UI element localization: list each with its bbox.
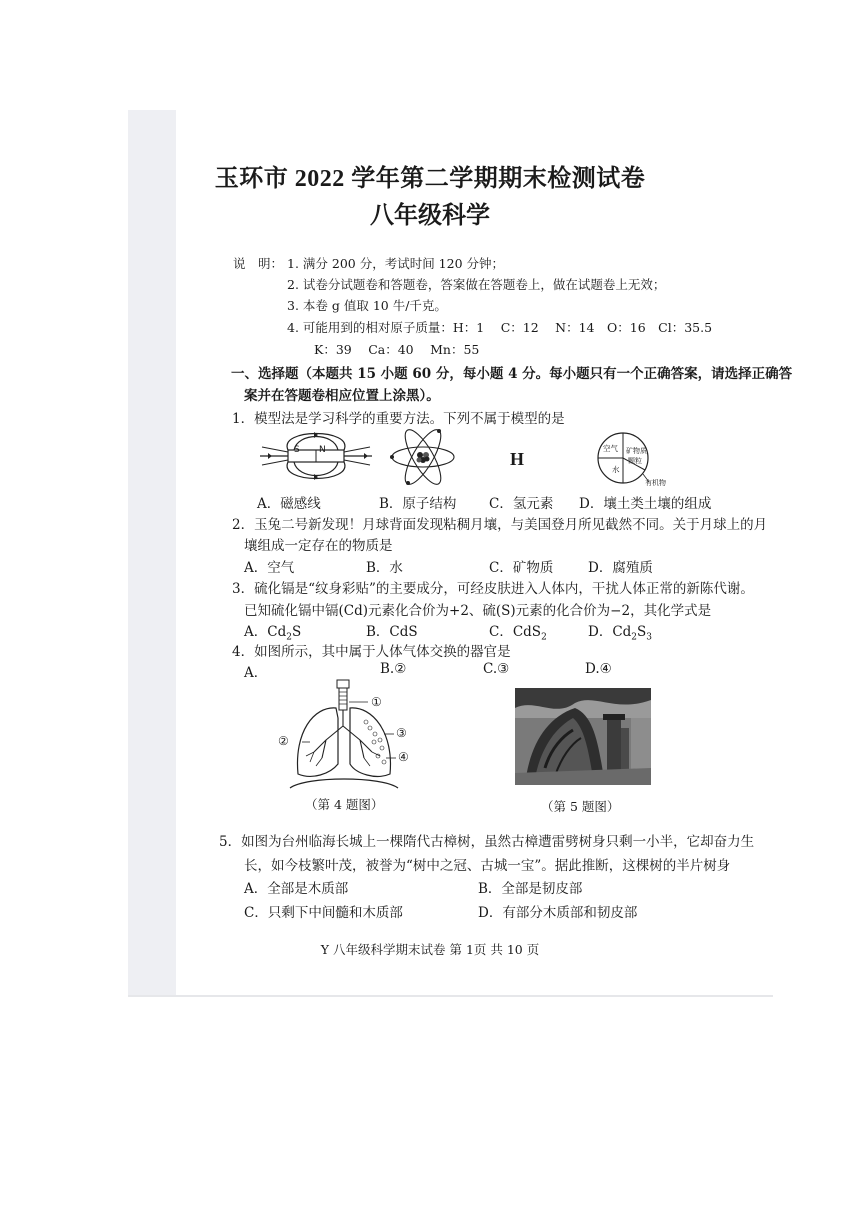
- exam-subtitle: 八年级科学: [370, 203, 490, 229]
- q5-option-d: D．有部分木质部和韧皮部: [478, 905, 638, 921]
- note-item-1: 1. 满分 200 分，考试时间 120 分钟；: [287, 256, 505, 271]
- marker-3: ③: [396, 726, 407, 740]
- q3-option-d: D．$Cd_2S_3$: [588, 624, 653, 643]
- exam-title: 玉环市 2022 学年第二学期期末检测试卷: [214, 166, 646, 192]
- q2-option-c: C．矿物质: [489, 560, 554, 576]
- magnet-s-label: S: [294, 445, 300, 455]
- pie-label-organic: 有机物: [645, 479, 666, 487]
- q4-option-d: D.④: [585, 661, 612, 677]
- pie-label-air: 空气: [603, 444, 618, 453]
- q2-option-b: B．水: [366, 560, 403, 576]
- scan-page-edge: [128, 995, 773, 997]
- q5-option-c: C．只剩下中间髓和木质部: [244, 905, 403, 921]
- atom-structure-figure: [388, 428, 458, 486]
- q1-option-c: C．氢元素: [489, 496, 554, 512]
- q1-option-a: A．磁感线: [257, 496, 321, 512]
- magnet-n-label: N: [319, 445, 326, 455]
- ancient-camphor-tree-photo: [515, 688, 651, 785]
- q2-stem-line1: 2．玉兔二号新发现！月球背面发现粘稠月壤，与美国登月所见截然不同。关于月球上的月: [232, 517, 768, 533]
- marker-1: ①: [371, 695, 382, 709]
- q5-stem-line2: 长，如今枝繁叶茂，被誉为“树中之冠、古城一宝”。据此推断，这棵树的半片树身: [244, 858, 731, 874]
- section-heading-line1: 一、选择题（本题共 15 小题 60 分，每小题 4 分。每小题只有一个正确答案，请选择正确答: [231, 366, 793, 382]
- q2-stem-line2: 壤组成一定存在的物质是: [244, 538, 393, 554]
- pie-label-water: 水: [612, 465, 620, 474]
- q3-stem-line2: 已知硫化镉中镉(Cd)元素化合价为+2、硫(S)元素的化合价为−2，其化学式是: [244, 603, 712, 619]
- q4-figure-caption: （第 4 题图）: [305, 797, 384, 812]
- pie-label-mineral-2: 颗粒: [628, 457, 642, 465]
- q3-option-a: A．$Cd_2S$: [244, 624, 302, 643]
- q5-option-b: B．全部是韧皮部: [478, 881, 583, 897]
- q5-option-a: A．全部是木质部: [244, 881, 349, 897]
- q3-stem-line1: 3．硫化镉是“纹身彩贴”的主要成分，可经皮肤进入人体内，干扰人体正常的新陈代谢。: [232, 581, 754, 597]
- note-item-2: 2. 试卷分试题卷和答题卷，答案做在答题卷上，做在试题卷上无效；: [287, 277, 666, 292]
- q1-option-b: B．原子结构: [379, 496, 457, 512]
- q5-stem-line1: 5．如图为台州临海长城上一棵隋代古樟树，虽然古樟遭雷劈树身只剩一小半，它却奋力生: [219, 834, 755, 850]
- note-item-4-cont: K：39 Ca：40 Mn：55: [314, 342, 480, 357]
- marker-4: ④: [398, 750, 409, 764]
- q4-option-b: B.②: [380, 661, 407, 677]
- q1-option-d: D．壤土类土壤的组成: [579, 496, 712, 512]
- page-footer: Y 八年级科学期末试卷 第 1页 共 10 页: [320, 942, 540, 957]
- note-item-3: 3. 本卷 g 值取 10 牛/千克。: [287, 298, 447, 313]
- q4-stem: 4．如图所示，其中属于人体气体交换的器官是: [232, 644, 511, 660]
- marker-2: ②: [278, 734, 289, 748]
- section-heading-line2: 案并在答题卷相应位置上涂黑）。: [244, 388, 440, 404]
- q5-figure-caption: （第 5 题图）: [541, 799, 620, 814]
- hydrogen-symbol: H: [510, 449, 525, 469]
- q2-option-d: D．腐殖质: [588, 560, 653, 576]
- notes-label: 说 明：: [233, 256, 284, 271]
- pie-label-mineral: 矿物质: [626, 447, 647, 455]
- q3-option-b: B．CdS: [366, 624, 418, 640]
- q2-option-a: A．空气: [244, 560, 295, 576]
- q4-option-a: A．: [244, 665, 268, 681]
- magnet-field-figure: [258, 430, 374, 482]
- q4-option-c: C.③: [483, 661, 510, 677]
- q3-option-c: C．CdS$_2$: [489, 624, 547, 643]
- q1-stem: 1．模型法是学习科学的重要方法。下列不属于模型的是: [232, 411, 565, 427]
- scan-shadow-band: [128, 110, 176, 997]
- note-item-4: 4. 可能用到的相对原子质量：H：1 C：12 N：14 O：16 Cl：35.5: [287, 320, 713, 335]
